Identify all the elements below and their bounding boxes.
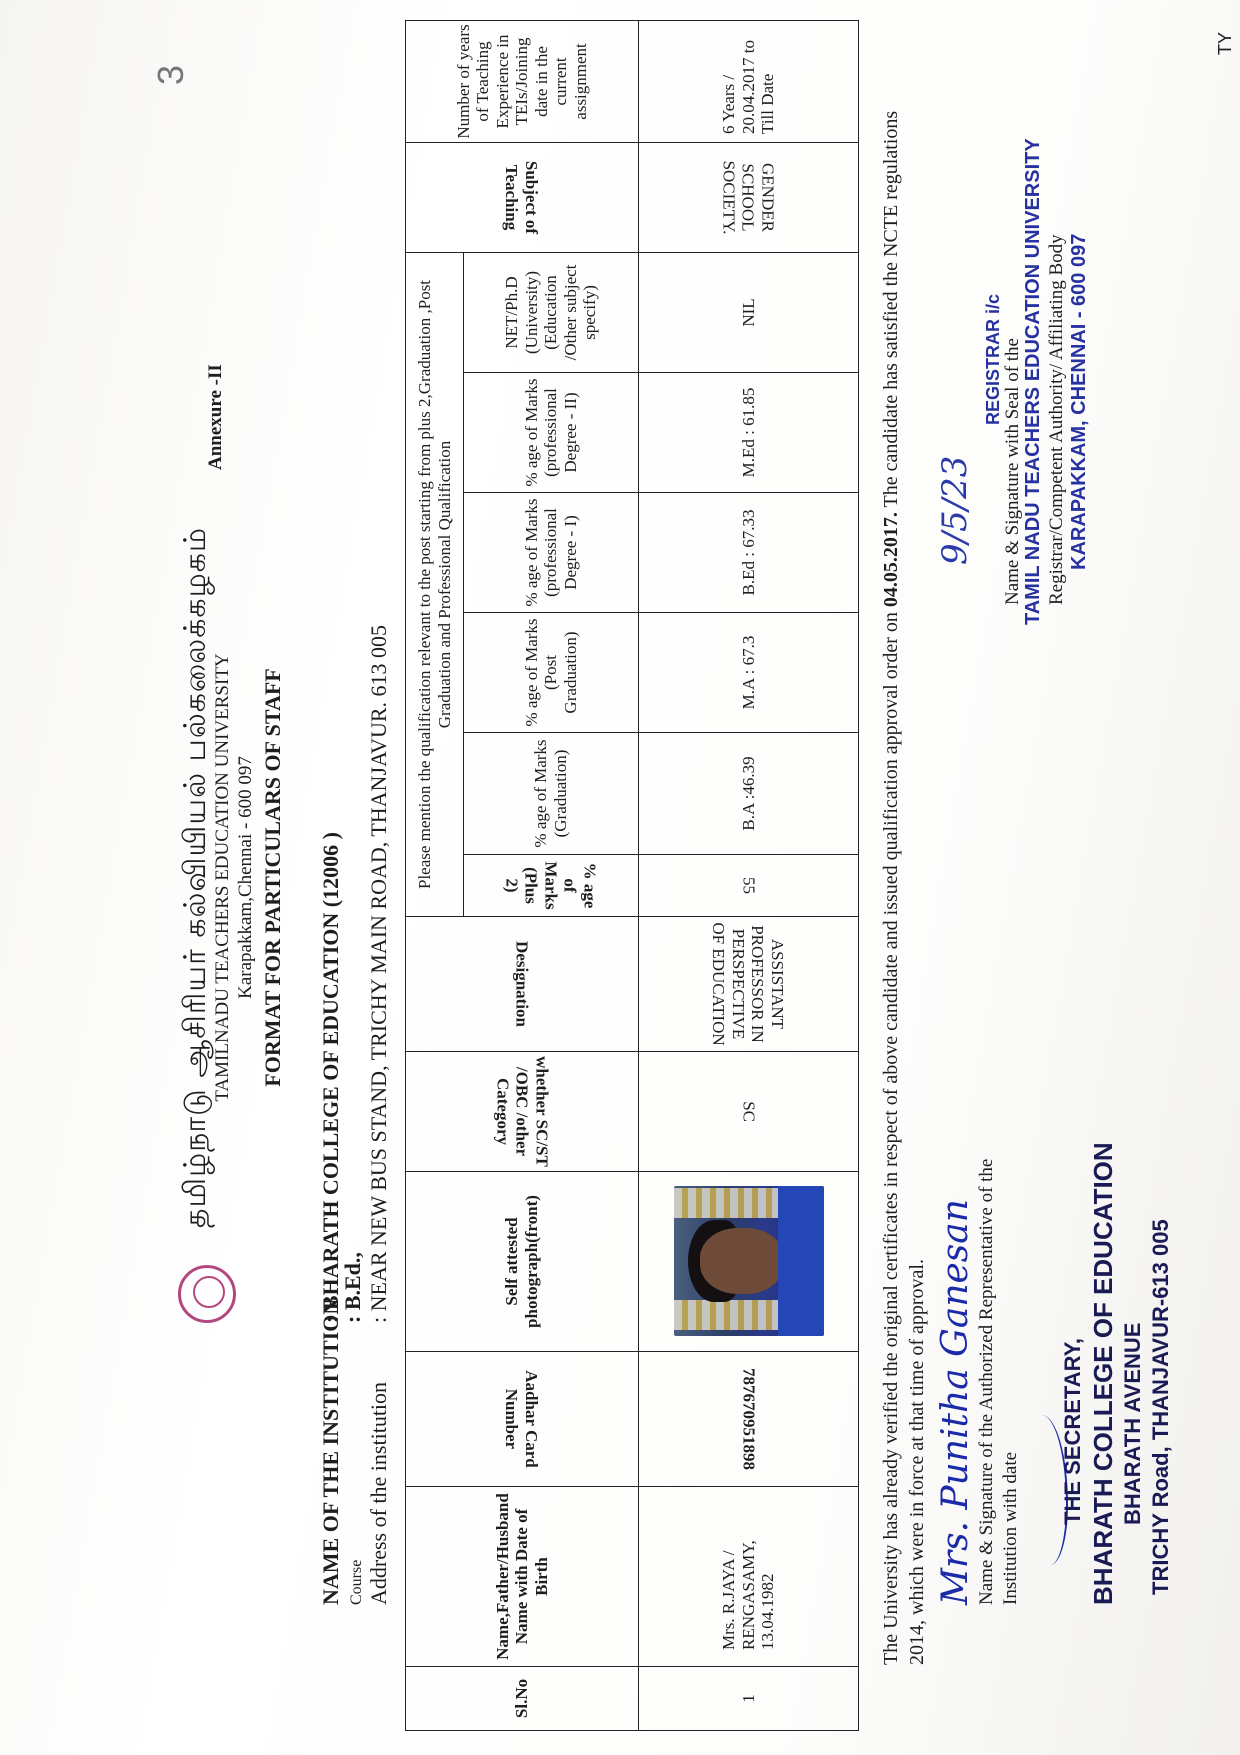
cell-graduation: B.A :46.39 [639, 733, 859, 855]
registrar-stamp-university: TAMIL NADU TEACHERS EDUCATION UNIVERSITY [1022, 138, 1044, 625]
cell-post-graduation: M.A : 67.3 [639, 613, 859, 733]
header-professional-2: % age of Marks (professional Degree - II) [464, 373, 639, 493]
header-net-phd: NET/Ph.D (University) (Education /Other subject specify) [464, 252, 639, 372]
university-address: Karapakkam,Chennai - 600 097 [235, 756, 256, 999]
course-label: Course [348, 1559, 365, 1605]
university-tamil-name: தமிழ்நாடு ஆசிரியர் கல்வியியல் பல்கலைக்கழகம் [178, 526, 213, 1229]
college-stamp-city: TRICHY Road, THANJAVUR-613 005 [1148, 1219, 1173, 1595]
header-professional-1: % age of Marks (professional Degree - I) [464, 493, 639, 613]
cell-designation: ASSISTANT PROFESSOR IN PERSPECTIVE OF EDUCATION [639, 917, 859, 1052]
header-photograph: Self attested photograph(front) [406, 1172, 639, 1352]
cell-professional-2: M.Ed : 61.85 [639, 373, 859, 493]
header-sl-no: Sl.No [406, 1667, 639, 1731]
address-value: : NEAR NEW BUS STAND, TRICHY MAIN ROAD, THANJAVUR. 613 005 [366, 624, 391, 1323]
header-plus2: % age of Marks (Plus 2) [464, 855, 639, 917]
certification-statement: The University has already verified the original certificates in respect of above candidate and issued qualification approval order on 04.05.2017. The candidate has satisfied the NCTE regulations 2014, which were in force at that time of approval. [880, 110, 928, 1665]
right-signature-caption-2: Registrar/Competent Authority/ Affiliating Body [1046, 234, 1067, 605]
registrar-stamp-title: REGISTRAR i/c [983, 293, 1003, 425]
address-label: Address of the institution [366, 1381, 391, 1605]
header-experience: Number of years of Teaching Experience in TEIs/Joining date in the current assignment [406, 20, 639, 142]
staff-particulars-table [405, 20, 859, 1731]
header-qualification-group: Please mention the qualification relevant to the post starting from plus 2,Graduation ,Post Graduation and Professional Qualification [406, 252, 464, 916]
header-designation: Designation [406, 917, 639, 1052]
cell-professional-1: B.Ed : 67.33 [639, 493, 859, 613]
table-row [639, 20, 859, 1730]
college-stamp-name: BHARATH COLLEGE OF EDUCATION [1088, 1142, 1118, 1605]
secretary-title: THE SECRETARY, [1060, 1337, 1085, 1525]
header-name: Name,Father/Husband Name with Date of Birth [406, 1487, 639, 1667]
edge-text: TY [1215, 31, 1235, 55]
header-aadhar: Aadhar Card Number [406, 1352, 639, 1487]
page-number-mark: 3 [150, 64, 191, 85]
course-value: : B.Ed., [340, 1252, 365, 1323]
cell-experience: 6 Years / 20.04.2017 to Till Date [639, 20, 859, 142]
header-category: whether SC/ST /OBC /other Category [406, 1052, 639, 1172]
header-subject: Subject of Teaching [406, 142, 639, 252]
principal-signature-name: Mrs. Punitha Ganesan [935, 1199, 976, 1605]
left-signature-caption: Name & Signature of the Authorized Representative of the [976, 1158, 997, 1605]
cell-subject: GENDER SCHOOL SOCIETY. [639, 142, 859, 252]
registrar-stamp-address: KARAPAKKAM, CHENNAI - 600 097 [1068, 233, 1090, 570]
cell-category: SC [639, 1052, 859, 1172]
staff-photo [674, 1187, 824, 1337]
cell-name: Mrs. R.JAYA / RENGASAMY, 13.04.1982 [639, 1487, 859, 1667]
header-post-graduation: % age of Marks (Post Graduation) [464, 613, 639, 733]
cell-sl-no: 1 [639, 1667, 859, 1731]
institution-name-value: : BHARATH COLLEGE OF EDUCATION (12006 ) [318, 832, 343, 1323]
form-title: FORMAT FOR PARTICULARS OF STAFF [260, 668, 285, 1087]
cell-plus2: 55 [639, 855, 859, 917]
header-graduation: % age of Marks (Graduation) [464, 733, 639, 855]
cell-net-phd: NIL [639, 252, 859, 372]
right-signature-caption: Name & Signature with Seal of the [1002, 338, 1023, 605]
cell-aadhar: 787670951898 [639, 1352, 859, 1487]
left-signature-caption-2: Institution with date [1000, 1451, 1021, 1605]
registrar-signature: 9/5/23 [935, 455, 975, 565]
annexure-label: Annexure -II [205, 364, 226, 470]
cell-photograph [639, 1172, 859, 1352]
institution-name-label: NAME OF THE INSTITUTION [318, 1298, 343, 1605]
college-stamp-street: BHARATH AVENUE [1120, 1322, 1145, 1525]
university-name: TAMILNADU TEACHERS EDUCATION UNIVERSITY [212, 653, 233, 1102]
